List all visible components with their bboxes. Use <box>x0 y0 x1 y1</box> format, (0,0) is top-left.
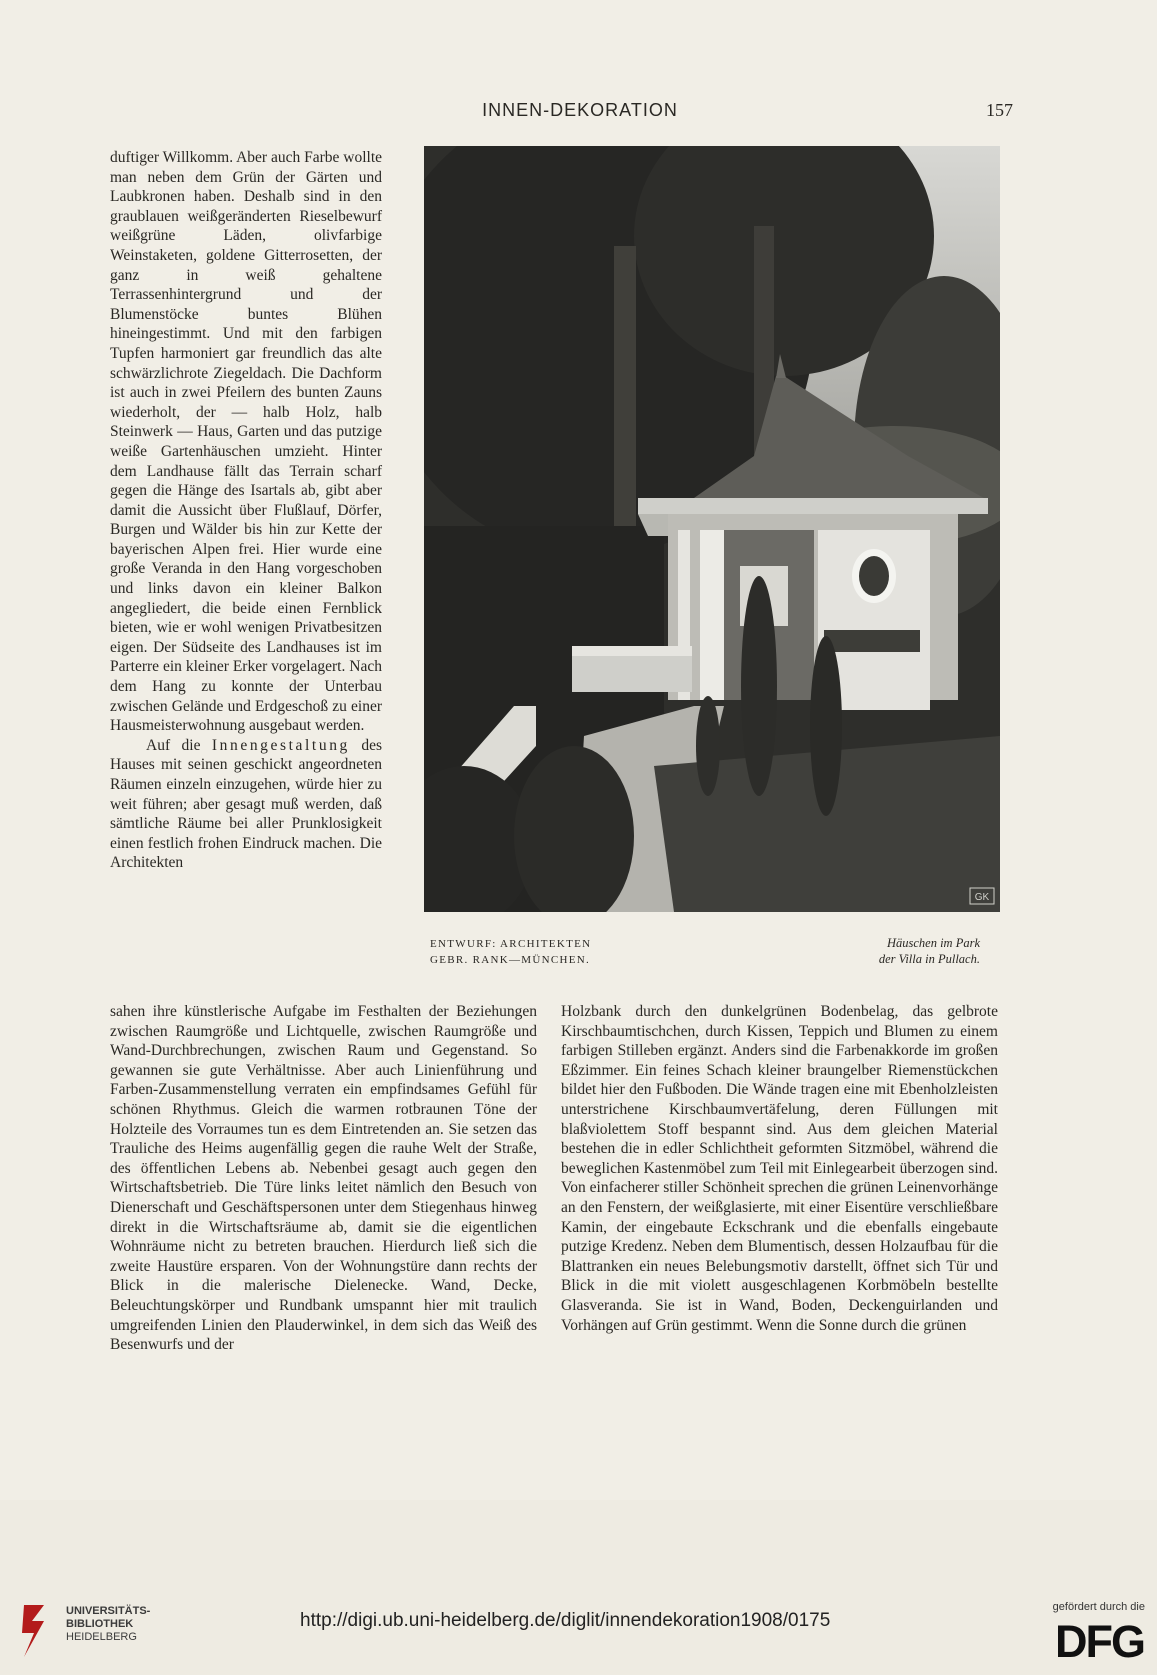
column-left-bottom <box>110 1002 537 1355</box>
column-left-top <box>110 148 382 873</box>
caption-line: Häuschen im Park <box>886 936 980 950</box>
library-name-line: HEIDELBERG <box>66 1631 137 1643</box>
caption-line: ENTWURF: ARCHITEKTEN <box>430 938 592 950</box>
paragraph-lead: Auf die <box>146 736 201 754</box>
paragraph: sahen ihre künstlerische Aufgabe im Festhalten der Beziehungen zwischen Raumgröße und Lichtquelle, zwischen Raumgröße und Wand-Durchbrechungen, zwischen Raum und Gegenstand. So gewannen sie gute Verhältnisse. Aber auch Linienführung und Farben-Zusammenstellung verraten ein empfindsames Gefühl für schönen Rhythmus. Gleich die warmen rotbraunen Töne der Holzteile des Vorraumes tun es dem Eintretenden an. Sie setzen das Trauliche des Heims augenfällig gegen die rauhe Welt der Straße, des öffentlichen Lebens ab. Nebenbei gesagt auch gegen den Wirtschaftsbetrieb. Die Türe links leitet nämlich den Besuch von Dienerschaft und Geschäftspersonen unter dem Stiegenhaus hinweg direkt in die Wirtschaftsräume ab, damit sie die eigentlichen Wohnräume nicht zu betreten brauchen. Hierdurch ließ sich die zweite Haustüre ersparen. Von der Wohnungstüre dann rechts der Blick in die malerische Dielenecke. Wand, Decke, Beleuchtungskörper und Rundbank umspannt hier mit traulich umgreifenden Linien den Plauderwinkel, in dem sich das Weiß des Besenwurfs und der <box>110 1003 537 1354</box>
photograph-garden-house <box>424 146 1000 912</box>
dfg-logo: DFG <box>1055 1616 1144 1667</box>
paragraph <box>110 736 382 873</box>
paragraph: duftiger Willkomm. Aber auch Farbe wollte man neben dem Grün der Gärten und Laubkronen haben. Deshalb sind in den graublauen weißgeränderten Rieselbewurf weißgrüne Läden, olivfarbige Weinstaketen, goldene Gitterrosetten, der ganz in weiß gehaltene Terrassenhintergrund und der Blumenstöcke buntes Blühen hineingestimmt. Und mit den farbigen Tupfen harmoniert gar freundlich das alte schwärzlichrote Ziegeldach. Die Dachform ist auch in zwei Pfeilern des bunten Zauns wiederholt, der — halb Holz, halb Steinwerk — Haus, Garten und das putzige weiße Gartenhäuschen umzieht. Hinter dem Landhause fällt das Terrain scharf gegen die Hänge des Isartals ab, gibt aber damit die Aussicht über Flußlauf, Dörfer, Burgen und Wälder bis hin zur Kette der bayerischen Alpen frei. Hier wurde eine große Veranda in den Hang vorgeschoben und links davon ein kleiner Balkon angegliedert, die beide einen Fernblick bieten, wie er wohl wenigen Privatbesitzen eigen. Der Südseite des Landhauses ist im Parterre ein kleiner Erker vorgelagert. Nach dem Hang zu konnte der Unterbau zwischen Gelände und Erdgeschoß zu einer Hausmeisterwohnung ausgebaut werden. <box>110 149 382 735</box>
running-header: INNEN-DEKORATION <box>482 100 678 120</box>
library-name-line: UNIVERSITÄTS- <box>66 1605 151 1617</box>
source-url[interactable]: http://digi.ub.uni-heidelberg.de/diglit/innendekoration1908/0175 <box>300 1610 831 1631</box>
page-number: 157 <box>986 100 1013 120</box>
caption-title <box>780 935 980 967</box>
column-right-bottom <box>561 1002 998 1335</box>
caption-line: der Villa in Pullach. <box>878 952 980 966</box>
library-logo-icon <box>18 1603 48 1659</box>
library-name <box>66 1605 176 1644</box>
emphasized-term: Innengestaltung <box>211 736 350 754</box>
paragraph: Holzbank durch den dunkelgrünen Bodenbelag, das gelbrote Kirschbaumtischchen, durch Kissen, Teppich und Blumen zu einem farbigen Stilleben ergänzt. Anders sind die Farbenakkorde im großen Eßzimmer. Ein feines Schach kleiner braungelber Riemenstückchen bildet hier den Fußboden. Die Wände tragen eine mit Ebenholzleisten unterstrichene Kirschbaumvertäfelung, deren Füllungen mit blaßviolettem Stoff bespannt sind. Aus dem gleichen Material bestehen die in edler Schlichtheit geformten Sitzmöbel, während die beweglichen Kastenmöbel zum Teil mit Einlegearbeit überzogen sind. Von einfacherer stiller Schönheit sprechen die grünen Leinenvorhänge an den Fenstern, der weißglasierte, mit einer Eisentüre verschließbare Kamin, der eingebaute Eckschrank und die ebenfalls eingebaute putzige Kredenz. Neben dem Blumentisch, dessen Holzaufbau für die Blattranken ein neues Belebungsmotiv darstellt, öffnet sich Tür und Blick in die mit violett ausgeschlagenen Korbmöbeln bestellte Glasveranda. Sie ist in Wand, Boden, Deckenguirlanden und Vorhängen auf Grün gestimmt. Wenn die Sonne durch die grünen <box>561 1003 998 1334</box>
funding-note: gefördert durch die <box>1052 1601 1145 1613</box>
paragraph-text: des Hauses mit seinen geschickt angeordneten Räumen einzeln einzugehen, würde hier zu weit führen; aber gesagt muß werden, daß sämtliche Räume bei aller Prunklosigkeit einen festlich frohen Eindruck machen. Die Architekten <box>110 736 382 872</box>
library-name-line: BIBLIOTHEK <box>66 1618 134 1630</box>
photo-monogram: GK <box>974 892 990 903</box>
caption-credit <box>430 936 730 968</box>
garden-house-illustration <box>424 146 1000 912</box>
caption-line: GEBR. RANK—MÜNCHEN. <box>430 954 591 966</box>
